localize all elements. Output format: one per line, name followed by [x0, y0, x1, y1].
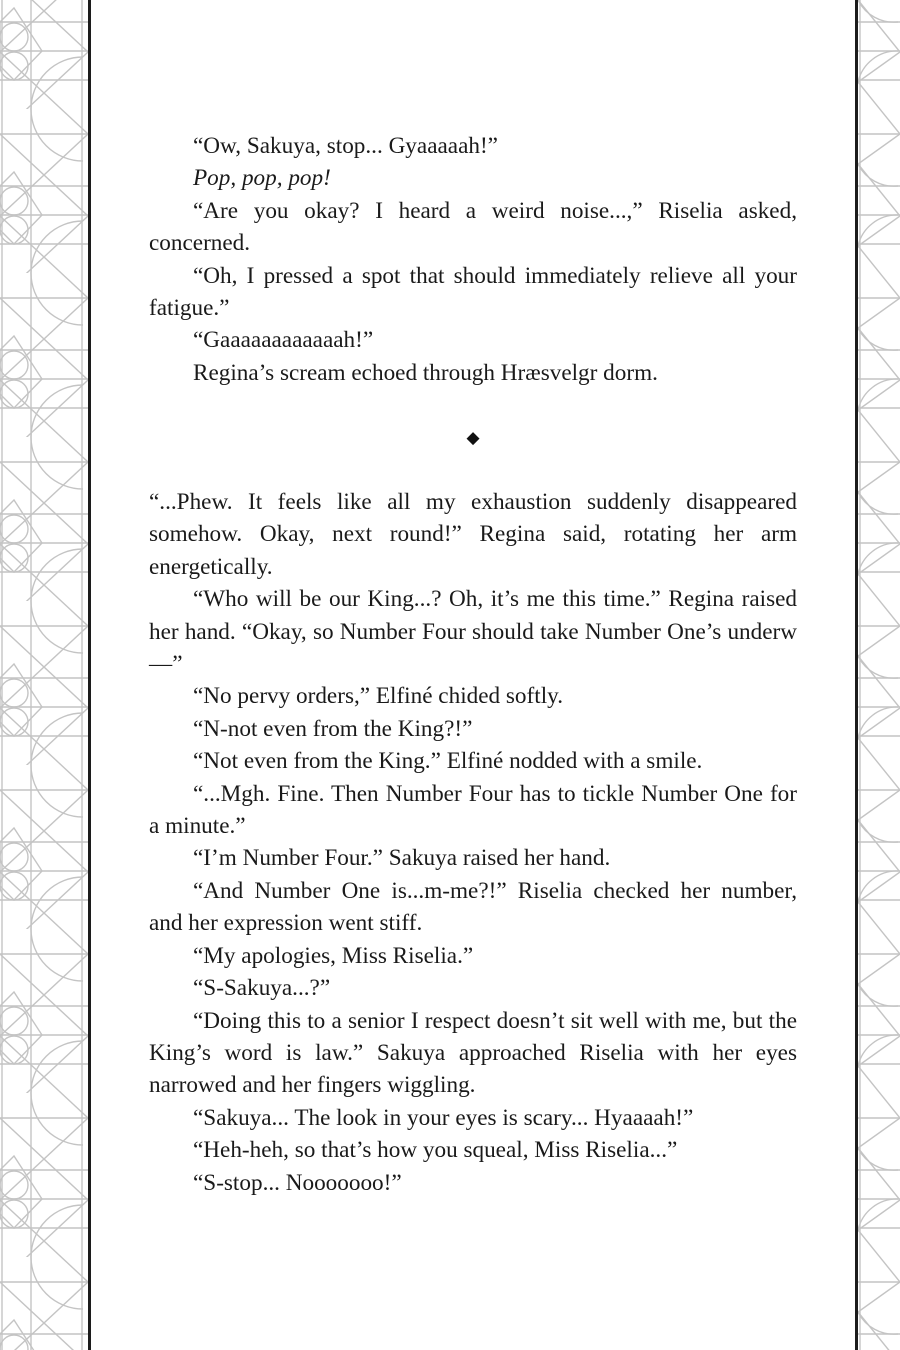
right-ornamental-border [858, 0, 900, 1350]
paragraph: “...Phew. It feels like all my exhaustion suddenly disappeared somehow. Okay, next round!” Regina said, rotating her arm energetically. [149, 489, 797, 580]
paragraph: “Sakuya... The look in your eyes is scary... Hyaaaah!” [193, 1104, 694, 1131]
paragraph: “Ow, Sakuya, stop... Gyaaaaah!” [193, 133, 498, 159]
left-ornamental-border [0, 0, 88, 1350]
paragraph: “Doing this to a senior I respect doesn’t sit well with me, but the King’s word is law.” Sakuya approached Riselia with her eyes narrowed and her fingers wiggling. [149, 1007, 797, 1099]
paragraph: “Gaaaaaaaaaaaah!” [193, 327, 374, 354]
paragraph: “N-not even from the King?!” [193, 715, 473, 742]
paragraph: Regina’s scream echoed through Hræsvelgr dorm. [193, 359, 658, 386]
paragraph: “S-Sakuya...?” [193, 975, 331, 1002]
paragraph: “S-stop... Nooooooo!” [193, 1169, 402, 1196]
paragraph: “Oh, I pressed a spot that should immediately relieve all your fatigue.” [149, 262, 797, 322]
paragraph: “I’m Number Four.” Sakuya raised her hand. [193, 845, 611, 872]
paragraph: “Not even from the King.” Elfiné nodded with a smile. [193, 748, 703, 775]
paragraph: “My apologies, Miss Riselia.” [193, 942, 474, 969]
lattice-pattern-icon [0, 0, 88, 1350]
text-section-1 [149, 130, 797, 389]
paragraph: “Heh-heh, so that’s how you squeal, Miss Riselia...” [193, 1137, 678, 1164]
paragraph: “And Number One is...m-me?!” Riselia checked her number, and her expression went stiff. [149, 877, 797, 937]
scene-break-diamond-icon: ◆ [466, 428, 480, 448]
left-border-rule [88, 0, 91, 1350]
paragraph-sound-effect: Pop, pop, pop! [193, 165, 331, 192]
paragraph: “Are you okay? I heard a weird noise...,” Riselia asked, concerned. [149, 197, 797, 257]
lattice-pattern-icon [858, 0, 900, 1350]
paragraph: “...Mgh. Fine. Then Number Four has to tickle Number One for a minute.” [149, 780, 797, 840]
text-section-2 [149, 486, 797, 1199]
paragraph: “Who will be our King...? Oh, it’s me this time.” Regina raised her hand. “Okay, so Number Four should take Number One’s underw—” [149, 586, 797, 678]
right-border-rule [855, 0, 858, 1350]
paragraph: “No pervy orders,” Elfiné chided softly. [193, 683, 564, 710]
